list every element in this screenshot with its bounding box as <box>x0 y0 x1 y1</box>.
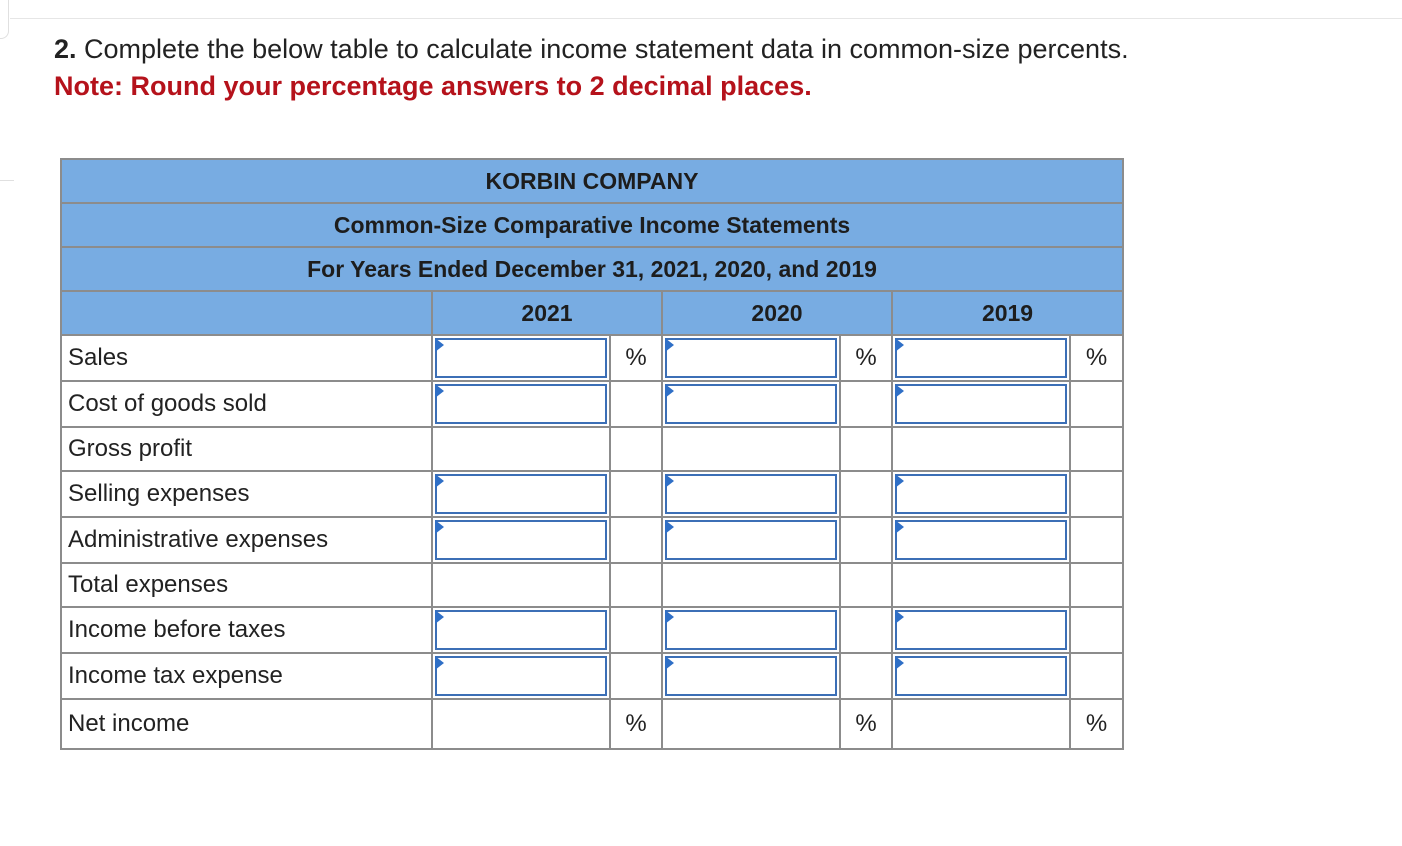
answer-marker-icon <box>665 474 674 488</box>
empty-cell <box>840 563 892 607</box>
answer-marker-icon <box>435 610 444 624</box>
empty-cell <box>662 427 840 471</box>
answer-cell <box>892 471 1070 517</box>
cogs-2020-input[interactable] <box>665 384 837 424</box>
admin-expenses-2020-input[interactable] <box>665 520 837 560</box>
answer-marker-icon <box>435 474 444 488</box>
header-title-row <box>61 203 1123 247</box>
top-divider <box>10 18 1402 19</box>
admin-expenses-2019-input[interactable] <box>895 520 1067 560</box>
empty-cell <box>610 427 662 471</box>
percent-sign: % <box>1070 335 1123 381</box>
income-tax-2020-input[interactable] <box>665 656 837 696</box>
table-row <box>61 653 1123 699</box>
table-row <box>61 471 1123 517</box>
answer-marker-icon <box>665 656 674 670</box>
empty-cell <box>432 427 610 471</box>
company-name: KORBIN COMPANY <box>61 159 1123 203</box>
answer-marker-icon <box>895 520 904 534</box>
empty-cell <box>432 699 610 749</box>
row-label-selling-expenses: Selling expenses <box>61 471 432 517</box>
header-period-row <box>61 247 1123 291</box>
answer-marker-icon <box>435 520 444 534</box>
statement-title: Common-Size Comparative Income Statements <box>61 203 1123 247</box>
empty-cell <box>610 607 662 653</box>
year-header-2021: 2021 <box>432 291 662 335</box>
income-before-taxes-2019-input[interactable] <box>895 610 1067 650</box>
cogs-2021-input[interactable] <box>435 384 607 424</box>
empty-cell <box>1070 427 1123 471</box>
income-statement-table <box>60 158 1124 750</box>
panel-corner <box>0 0 9 39</box>
empty-cell <box>610 563 662 607</box>
empty-cell <box>1070 653 1123 699</box>
empty-cell <box>840 517 892 563</box>
answer-cell <box>662 653 840 699</box>
percent-sign: % <box>840 335 892 381</box>
answer-marker-icon <box>895 338 904 352</box>
question-prompt: Complete the below table to calculate income statement data in common-size percents. <box>76 34 1129 64</box>
row-label-income-before-taxes: Income before taxes <box>61 607 432 653</box>
answer-cell <box>662 517 840 563</box>
admin-expenses-2021-input[interactable] <box>435 520 607 560</box>
empty-cell <box>610 471 662 517</box>
cogs-2019-input[interactable] <box>895 384 1067 424</box>
empty-cell <box>840 653 892 699</box>
side-divider <box>0 180 14 181</box>
empty-cell <box>1070 471 1123 517</box>
empty-cell <box>840 607 892 653</box>
empty-cell <box>1070 607 1123 653</box>
income-before-taxes-2020-input[interactable] <box>665 610 837 650</box>
table-row <box>61 381 1123 427</box>
empty-cell <box>892 563 1070 607</box>
answer-marker-icon <box>665 610 674 624</box>
answer-marker-icon <box>895 610 904 624</box>
empty-cell <box>892 427 1070 471</box>
rounding-note: Note: Round your percentage answers to 2 decimal places. <box>54 71 812 101</box>
empty-cell <box>840 471 892 517</box>
table-row <box>61 427 1123 471</box>
empty-cell <box>892 699 1070 749</box>
empty-cell <box>610 517 662 563</box>
sales-2019-input[interactable] <box>895 338 1067 378</box>
answer-marker-icon <box>895 384 904 398</box>
answer-cell <box>432 517 610 563</box>
year-header-2019: 2019 <box>892 291 1123 335</box>
question-text <box>54 31 1129 67</box>
sales-2020-input[interactable] <box>665 338 837 378</box>
answer-cell <box>892 653 1070 699</box>
table-row <box>61 517 1123 563</box>
question-number: 2. <box>54 34 77 64</box>
answer-cell <box>432 653 610 699</box>
year-header-2020: 2020 <box>662 291 892 335</box>
answer-cell <box>662 471 840 517</box>
percent-sign: % <box>1070 699 1123 749</box>
answer-cell <box>892 381 1070 427</box>
empty-cell <box>840 427 892 471</box>
answer-marker-icon <box>435 656 444 670</box>
selling-expenses-2021-input[interactable] <box>435 474 607 514</box>
row-label-sales: Sales <box>61 335 432 381</box>
income-before-taxes-2021-input[interactable] <box>435 610 607 650</box>
selling-expenses-2020-input[interactable] <box>665 474 837 514</box>
empty-cell <box>1070 563 1123 607</box>
table-row <box>61 563 1123 607</box>
sales-2021-input[interactable] <box>435 338 607 378</box>
empty-cell <box>610 381 662 427</box>
empty-cell <box>662 699 840 749</box>
percent-sign: % <box>610 699 662 749</box>
answer-cell <box>662 335 840 381</box>
income-tax-2019-input[interactable] <box>895 656 1067 696</box>
income-tax-2021-input[interactable] <box>435 656 607 696</box>
statement-period: For Years Ended December 31, 2021, 2020, and 2019 <box>61 247 1123 291</box>
percent-sign: % <box>840 699 892 749</box>
answer-cell <box>432 607 610 653</box>
answer-marker-icon <box>665 384 674 398</box>
percent-sign: % <box>610 335 662 381</box>
row-label-net-income: Net income <box>61 699 432 749</box>
answer-marker-icon <box>895 656 904 670</box>
answer-marker-icon <box>435 338 444 352</box>
table-row <box>61 699 1123 749</box>
answer-marker-icon <box>665 338 674 352</box>
answer-cell <box>432 335 610 381</box>
answer-cell <box>432 381 610 427</box>
answer-marker-icon <box>665 520 674 534</box>
blank-header-cell <box>61 291 432 335</box>
header-years-row <box>61 291 1123 335</box>
answer-cell <box>662 607 840 653</box>
answer-cell <box>892 607 1070 653</box>
empty-cell <box>1070 517 1123 563</box>
answer-cell <box>892 335 1070 381</box>
empty-cell <box>1070 381 1123 427</box>
row-label-income-tax-expense: Income tax expense <box>61 653 432 699</box>
empty-cell <box>610 653 662 699</box>
row-label-administrative-expenses: Administrative expenses <box>61 517 432 563</box>
header-company-row <box>61 159 1123 203</box>
row-label-total-expenses: Total expenses <box>61 563 432 607</box>
empty-cell <box>432 563 610 607</box>
selling-expenses-2019-input[interactable] <box>895 474 1067 514</box>
answer-cell <box>892 517 1070 563</box>
answer-marker-icon <box>895 474 904 488</box>
answer-cell <box>432 471 610 517</box>
answer-marker-icon <box>435 384 444 398</box>
row-label-cost-of-goods-sold: Cost of goods sold <box>61 381 432 427</box>
table-row <box>61 607 1123 653</box>
table-row <box>61 335 1123 381</box>
empty-cell <box>662 563 840 607</box>
row-label-gross-profit: Gross profit <box>61 427 432 471</box>
empty-cell <box>840 381 892 427</box>
answer-cell <box>662 381 840 427</box>
